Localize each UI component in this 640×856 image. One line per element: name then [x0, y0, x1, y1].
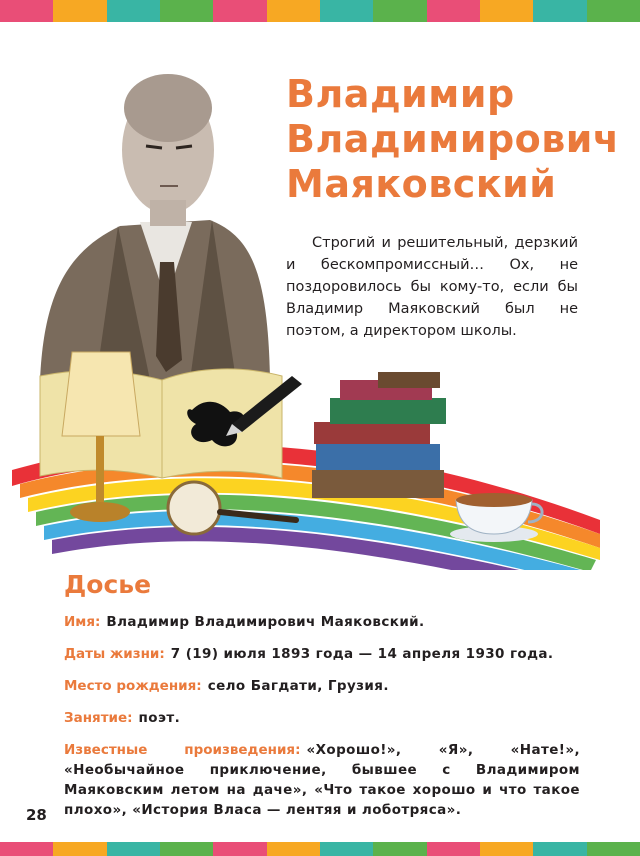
- dossier-label: Занятие:: [64, 710, 133, 726]
- stripe-segment: [160, 842, 213, 856]
- dossier-label: Имя:: [64, 614, 101, 630]
- stripe-segment: [107, 0, 160, 22]
- stripe-segment: [213, 842, 266, 856]
- dossier-list: [64, 612, 580, 832]
- dossier-row-name: [64, 612, 580, 632]
- dossier-heading: Досье: [64, 570, 152, 599]
- stripe-segment: [267, 842, 320, 856]
- stripe-segment: [533, 0, 586, 22]
- stripe-segment: [0, 0, 53, 22]
- stripe-segment: [53, 842, 106, 856]
- top-color-stripe: [0, 0, 640, 22]
- dossier-label: Даты жизни:: [64, 646, 165, 662]
- stripe-segment: [53, 0, 106, 22]
- bottom-color-stripe: [0, 842, 640, 856]
- stripe-segment: [373, 842, 426, 856]
- stripe-segment: [320, 842, 373, 856]
- stripe-segment: [320, 0, 373, 22]
- stripe-segment: [373, 0, 426, 22]
- stripe-segment: [107, 842, 160, 856]
- stripe-segment: [160, 0, 213, 22]
- intro-paragraph: Строгий и решительный, дерзкий и бескомпромиссный… Ох, не поздоровилось бы кому-то, если бы Владимир Маяковский был не поэтом, а директором школы.: [286, 235, 578, 339]
- page-number: 28: [26, 806, 47, 824]
- dossier-row-birthplace: [64, 676, 580, 696]
- title-line-2: Владимирович: [286, 117, 620, 161]
- dossier-value: село Багдати, Грузия.: [207, 678, 389, 694]
- stripe-segment: [533, 842, 586, 856]
- stripe-segment: [587, 842, 640, 856]
- dossier-label: Место рождения:: [64, 678, 202, 694]
- dossier-row-dates: [64, 644, 580, 664]
- stripe-segment: [480, 842, 533, 856]
- dossier-label: Известные произведения:: [64, 742, 301, 758]
- stripe-segment: [213, 0, 266, 22]
- stripe-segment: [267, 0, 320, 22]
- dossier-row-works: [64, 740, 580, 820]
- book-stack-icon: [312, 372, 446, 498]
- stripe-segment: [427, 0, 480, 22]
- title-line-1: Владимир: [286, 72, 515, 116]
- dossier-value: 7 (19) июля 1893 года — 14 апреля 1930 года.: [170, 646, 554, 662]
- stripe-segment: [480, 0, 533, 22]
- portrait-photo: [40, 74, 270, 380]
- stripe-segment: [427, 842, 480, 856]
- dossier-value: Владимир Владимирович Маяковский.: [106, 614, 425, 630]
- title-line-3: Маяковский: [286, 162, 557, 206]
- dossier-row-occupation: [64, 708, 580, 728]
- dossier-value: поэт.: [138, 710, 181, 726]
- stripe-segment: [0, 842, 53, 856]
- dossier-value: «Хорошо!», «Я», «Нате!», «Необычайное приключение, бывшее с Владимиром Маяковским летом на даче», «Что такое хорошо и что такое плохо», «История Власа — лентяя и лоботряса».: [64, 742, 580, 818]
- stripe-segment: [587, 0, 640, 22]
